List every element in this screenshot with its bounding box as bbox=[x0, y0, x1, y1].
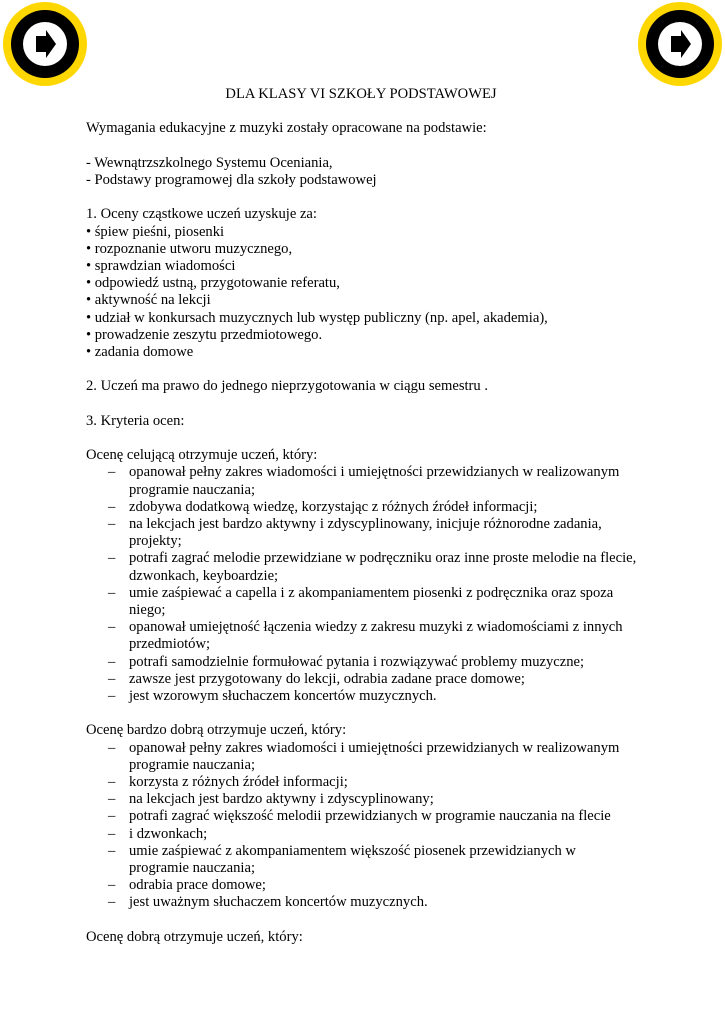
bullet-item: • sprawdzian wiadomości bbox=[86, 257, 236, 274]
dash-marker: – bbox=[108, 739, 116, 756]
list-item: – jest uważnym słuchaczem koncertów muzycznych. bbox=[108, 894, 428, 911]
dash-marker: – bbox=[108, 842, 116, 859]
list-item: – i dzwonkach; bbox=[108, 825, 208, 842]
section3-heading: 3. Kryteria ocen: bbox=[86, 412, 185, 429]
abbyy-badge-icon bbox=[638, 2, 722, 86]
dash-marker: – bbox=[108, 688, 116, 705]
list-item: – jest wzorowym słuchaczem koncertów muzycznych. bbox=[108, 688, 437, 705]
list-item: – potrafi zagrać większość melodii przewidzianych w programie nauczania na flecie bbox=[108, 808, 611, 825]
dash-marker: – bbox=[108, 619, 116, 636]
bullet-item: • prowadzenie zeszytu przedmiotowego. bbox=[86, 326, 323, 343]
grade-bardzo-dobra-heading: Ocenę bardzo dobrą otrzymuje uczeń, który: bbox=[86, 722, 347, 739]
bullet-item: • zadania domowe bbox=[86, 344, 194, 360]
grade-celujaca-heading: Ocenę celującą otrzymuje uczeń, który: bbox=[86, 447, 318, 464]
dash-marker: – bbox=[108, 498, 116, 515]
bullet-item: • odpowiedź ustną, przygotowanie referatu, bbox=[86, 275, 340, 292]
abbyy-badge-icon bbox=[3, 2, 87, 86]
dash-marker: – bbox=[108, 670, 116, 687]
dash-marker: – bbox=[108, 825, 116, 842]
basis-line: - Podstawy programowej dla szkoły podstawowej bbox=[86, 171, 377, 188]
list-item: – potrafi zagrać melodie przewidziane w podręczniku oraz inne proste melodie na flecie, dzwonkach, keyboardzie; bbox=[108, 550, 637, 584]
basis-line: - Wewnątrzszkolnego Systemu Oceniania, bbox=[86, 154, 333, 171]
dash-marker: – bbox=[108, 584, 116, 601]
dash-marker: – bbox=[108, 550, 116, 567]
document-title: DLA KLASY VI SZKOŁY PODSTAWOWEJ bbox=[225, 86, 497, 102]
list-item: – potrafi samodzielnie formułować pytania i rozwiązywać problemy muzyczne; bbox=[108, 653, 585, 670]
dash-marker: – bbox=[108, 464, 116, 481]
dash-marker: – bbox=[108, 774, 116, 791]
grade-bardzo-dobra-list bbox=[86, 740, 646, 912]
list-item: – opanował pełny zakres wiadomości i umiejętności przewidzianych w realizowanym programie nauczania; bbox=[108, 464, 620, 498]
list-item: – opanował umiejętność łączenia wiedzy z zakresu muzyki z wiadomościami z innych przedmiotów; bbox=[108, 619, 623, 653]
abbyy-badge-right[interactable] bbox=[635, 0, 725, 90]
grade-dobra-heading: Ocenę dobrą otrzymuje uczeń, który: bbox=[86, 928, 303, 945]
list-item: – na lekcjach jest bardzo aktywny i zdyscyplinowany, inicjuje różnorodne zadania, projekty; bbox=[108, 515, 602, 550]
bullet-item: • śpiew pieśni, piosenki bbox=[86, 223, 225, 240]
list-item: – na lekcjach jest bardzo aktywny i zdyscyplinowany; bbox=[108, 791, 434, 808]
dash-marker: – bbox=[108, 894, 116, 911]
list-item: – umie zaśpiewać a capella i z akompaniamentem piosenki z podręcznika oraz spoza niego; bbox=[108, 584, 614, 618]
bullet-item: • aktywność na lekcji bbox=[86, 292, 211, 309]
list-item: – opanował pełny zakres wiadomości i umiejętności przewidzianych w realizowanym programie nauczania; bbox=[108, 739, 620, 773]
dash-marker: – bbox=[108, 791, 116, 808]
list-item: – zdobywa dodatkową wiedzę, korzystając z różnych źródeł informacji; bbox=[108, 498, 538, 515]
dash-marker: – bbox=[108, 877, 116, 894]
intro-text: Wymagania edukacyjne z muzyki zostały opracowane na podstawie: bbox=[86, 120, 487, 137]
dash-marker: – bbox=[108, 515, 116, 532]
document-page bbox=[86, 86, 646, 946]
bullet-item: • udział w konkursach muzycznych lub występ publiczny (np. apel, akademia), bbox=[86, 309, 548, 326]
dash-marker: – bbox=[108, 808, 116, 825]
list-item: – umie zaśpiewać z akompaniamentem większość piosenek przewidzianych w programie nauczania; bbox=[108, 842, 576, 877]
section2-text: 2. Uczeń ma prawo do jednego nieprzygotowania w ciągu semestru . bbox=[86, 378, 489, 395]
section1-heading: 1. Oceny cząstkowe uczeń uzyskuje za: bbox=[86, 206, 317, 223]
list-item: – korzysta z różnych źródeł informacji; bbox=[108, 774, 348, 791]
list-item: – odrabia prace domowe; bbox=[108, 877, 266, 894]
list-item: – zawsze jest przygotowany do lekcji, odrabia zadane prace domowe; bbox=[108, 670, 525, 687]
grade-celujaca-list bbox=[86, 464, 646, 705]
abbyy-badge-left[interactable] bbox=[0, 0, 90, 90]
dash-marker: – bbox=[108, 653, 116, 670]
bullet-item: • rozpoznanie utworu muzycznego, bbox=[86, 240, 293, 257]
